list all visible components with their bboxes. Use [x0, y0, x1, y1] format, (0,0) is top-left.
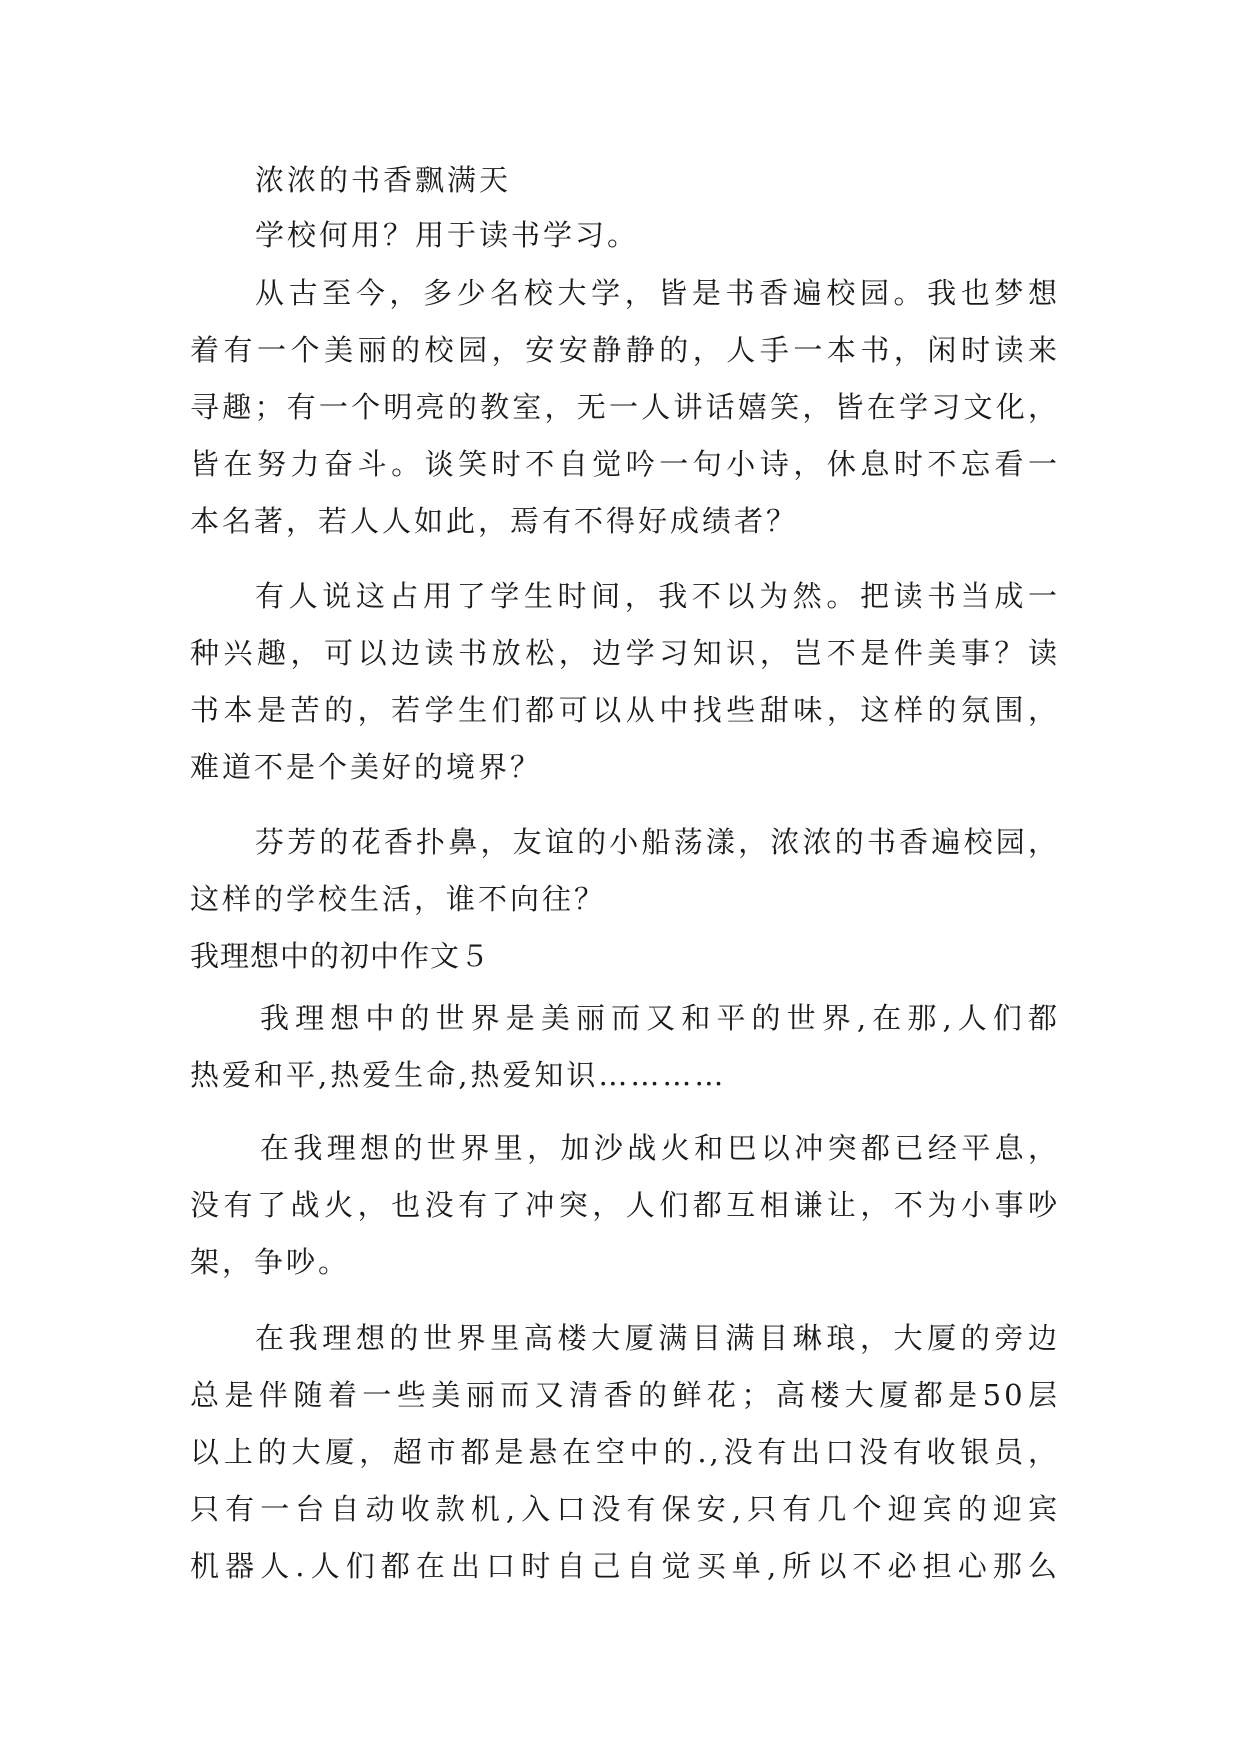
paragraph-8-line-1: 在我理想的世界里高楼大厦满目满目琳琅，大厦的旁边 — [255, 1321, 1060, 1355]
paragraph-1-line-1: 学校何用？用于读书学习。 — [255, 218, 640, 252]
paragraph-7-line-2: 没有了战火，也没有了冲突，人们都互相谦让，不为小事吵 — [190, 1188, 1060, 1222]
paragraph-2-line-3: 寻趣；有一个明亮的教室，无一人讲话嬉笑，皆在学习文化， — [190, 390, 1060, 424]
paragraph-2-line-2: 着有一个美丽的校园，安安静静的，人手一本书，闲时读来 — [190, 333, 1060, 367]
paragraph-3-line-2: 种兴趣，可以边读书放松，边学习知识，岂不是件美事？读 — [190, 636, 1060, 670]
paragraph-8-line-2: 总是伴随着一些美丽而又清香的鲜花；高楼大厦都是50层 — [190, 1378, 1060, 1412]
essay-title: 浓浓的书香飘满天 — [255, 163, 512, 197]
paragraph-6-line-2: 热爱和平,热爱生命,热爱知识………… — [190, 1058, 727, 1092]
paragraph-7-line-3: 架，争吵。 — [190, 1245, 351, 1279]
paragraph-8-line-3: 以上的大厦，超市都是悬在空中的.,没有出口没有收银员， — [190, 1435, 1060, 1469]
paragraph-8-line-4: 只有一台自动收款机,入口没有保安,只有几个迎宾的迎宾 — [190, 1492, 1060, 1526]
paragraph-6-line-1: 我理想中的世界是美丽而又和平的世界,在那,人们都 — [260, 1001, 1060, 1035]
paragraph-4-line-2: 这样的学校生活，谁不向往？ — [190, 882, 607, 916]
paragraph-3-line-3: 书本是苦的，若学生们都可以从中找些甜味，这样的氛围， — [190, 693, 1060, 727]
paragraph-2-line-1: 从古至今，多少名校大学，皆是书香遍校园。我也梦想 — [255, 276, 1060, 310]
paragraph-4-line-1: 芬芳的花香扑鼻，友谊的小船荡漾，浓浓的书香遍校园， — [255, 825, 1060, 859]
paragraph-8-line-5: 机器人.人们都在出口时自己自觉买单,所以不必担心那么 — [190, 1549, 1060, 1583]
paragraph-2-line-5: 本名著，若人人如此，焉有不得好成绩者？ — [190, 504, 799, 538]
paragraph-3-line-1: 有人说这占用了学生时间，我不以为然。把读书当成一 — [255, 579, 1060, 613]
paragraph-3-line-4: 难道不是个美好的境界？ — [190, 750, 543, 784]
section-heading: 我理想中的初中作文５ — [190, 939, 491, 973]
paragraph-2-line-4: 皆在努力奋斗。谈笑时不自觉吟一句小诗，休息时不忘看一 — [190, 447, 1060, 481]
paragraph-7-line-1: 在我理想的世界里，加沙战火和巴以冲突都已经平息， — [260, 1131, 1060, 1165]
